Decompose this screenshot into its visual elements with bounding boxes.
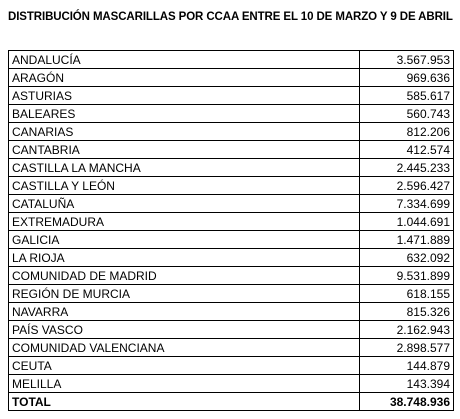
mask-count: 632.092 — [360, 249, 454, 267]
region-name: ARAGÓN — [9, 69, 360, 87]
mask-count: 1.044.691 — [360, 213, 454, 231]
table-body — [9, 51, 454, 411]
mask-count: 969.636 — [360, 69, 454, 87]
table-row — [9, 141, 454, 159]
table-row — [9, 231, 454, 249]
mask-count: 412.574 — [360, 141, 454, 159]
table-row — [9, 195, 454, 213]
region-name: COMUNIDAD VALENCIANA — [9, 339, 360, 357]
region-name: NAVARRA — [9, 303, 360, 321]
region-name: PAÍS VASCO — [9, 321, 360, 339]
mask-count: 3.567.953 — [360, 51, 454, 69]
region-name: GALICIA — [9, 231, 360, 249]
region-name: REGIÓN DE MURCIA — [9, 285, 360, 303]
region-name: CASTILLA LA MANCHA — [9, 159, 360, 177]
table-row — [9, 267, 454, 285]
mask-count: 560.743 — [360, 105, 454, 123]
region-name: CEUTA — [9, 357, 360, 375]
mask-count: 2.596.427 — [360, 177, 454, 195]
mask-count: 618.155 — [360, 285, 454, 303]
mask-count: 7.334.699 — [360, 195, 454, 213]
table-row — [9, 87, 454, 105]
mask-count: 9.531.899 — [360, 267, 454, 285]
region-name: BALEARES — [9, 105, 360, 123]
region-name: CANTABRIA — [9, 141, 360, 159]
mask-count: 585.617 — [360, 87, 454, 105]
total-value: 38.748.936 — [360, 393, 454, 411]
table-row — [9, 321, 454, 339]
region-name: COMUNIDAD DE MADRID — [9, 267, 360, 285]
table-row — [9, 357, 454, 375]
mask-count: 2.898.577 — [360, 339, 454, 357]
total-row — [9, 393, 454, 411]
region-name: CATALUÑA — [9, 195, 360, 213]
table-row — [9, 177, 454, 195]
mask-count: 1.471.889 — [360, 231, 454, 249]
table-row — [9, 213, 454, 231]
table-row — [9, 285, 454, 303]
region-name: EXTREMADURA — [9, 213, 360, 231]
table-row — [9, 69, 454, 87]
region-name: LA RIOJA — [9, 249, 360, 267]
mask-count: 2.162.943 — [360, 321, 454, 339]
table-row — [9, 249, 454, 267]
region-name: MELILLA — [9, 375, 360, 393]
region-name: CASTILLA Y LEÓN — [9, 177, 360, 195]
mask-count: 815.326 — [360, 303, 454, 321]
mask-count: 2.445.233 — [360, 159, 454, 177]
table-row — [9, 105, 454, 123]
total-label: TOTAL — [9, 393, 360, 411]
table-row — [9, 51, 454, 69]
table-row — [9, 339, 454, 357]
mask-count: 143.394 — [360, 375, 454, 393]
region-name: ANDALUCÍA — [9, 51, 360, 69]
table-row — [9, 123, 454, 141]
table-row — [9, 159, 454, 177]
mask-count: 812.206 — [360, 123, 454, 141]
mask-count: 144.879 — [360, 357, 454, 375]
table-row — [9, 375, 454, 393]
distribution-table — [8, 50, 454, 411]
region-name: ASTURIAS — [9, 87, 360, 105]
table-row — [9, 303, 454, 321]
region-name: CANARIAS — [9, 123, 360, 141]
document-title: DISTRIBUCIÓN MASCARILLAS POR CCAA ENTRE EL 10 DE MARZO Y 9 DE ABRIL — [8, 11, 453, 23]
